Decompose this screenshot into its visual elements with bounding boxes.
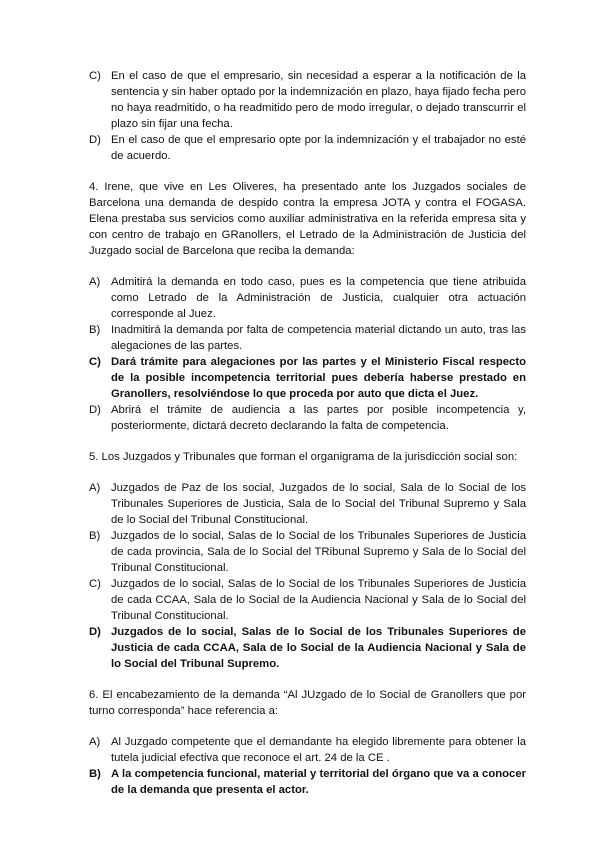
option-letter: C) (89, 70, 101, 82)
q5-stem: 5. Los Juzgados y Tribunales que forman el organigrama de la jurisdicción social son: (89, 451, 518, 463)
q5-option-b (89, 528, 526, 576)
option-text: Juzgados de lo social, Salas de lo Social de los Tribunales Superiores de Justicia de cada CCAA, Sala de lo Social de la Audiencia Nacional y Sala de lo Social del Tribunal Supremo. (111, 626, 526, 670)
q4-option-b (89, 322, 526, 354)
q6-option-b-correct (89, 766, 526, 798)
option-text: Dará trámite para alegaciones por las partes y el Ministerio Fiscal respecto de la posible incompetencia territorial pues debería haberse prestado en Granollers, resolviéndose lo que proceda por auto que dicta el Juez. (111, 356, 526, 400)
option-letter: C) (89, 578, 101, 590)
q5-option-d-correct (89, 624, 526, 672)
q3-option-d (89, 132, 526, 164)
document-page (89, 68, 526, 798)
option-text: A la competencia funcional, material y territorial del órgano que va a conocer de la demanda que presenta el actor. (111, 768, 526, 796)
option-text: Abrirá el trámite de audiencia a las partes por posible incompetencia y, posteriormente, dictará decreto declarando la falta de competencia. (111, 404, 526, 432)
option-text: En el caso de que el empresario opte por la indemnización y el trabajador no esté de acuerdo. (111, 134, 526, 162)
option-letter: D) (89, 134, 101, 146)
option-text: Inadmitirá la demanda por falta de competencia material dictando un auto, tras las alegaciones de las partes. (111, 324, 526, 352)
q6-stem: 6. El encabezamiento de la demanda “Al JUzgado de lo Social de Granollers que por turno corresponda” hace referencia a: (89, 689, 526, 717)
option-text: Juzgados de lo social, Salas de lo Social de los Tribunales Superiores de Justicia de cada provincia, Sala de lo Social del TRibunal Supremo y Sala de lo Social del Tribunal Constitucional. (111, 530, 526, 574)
option-letter: B) (89, 530, 101, 542)
option-letter: D) (89, 626, 101, 638)
option-text: Admitirá la demanda en todo caso, pues es la competencia que tiene atribuida como Letrado de la Administración de Justicia, cualquier otra actuación corresponde al Juez. (111, 276, 526, 320)
option-letter: B) (89, 324, 101, 336)
q6-option-a (89, 734, 526, 766)
option-text: Juzgados de lo social, Salas de lo Social de los Tribunales Superiores de Justicia de cada CCAA, Sala de lo Social de la Audiencia Nacional y Sala de lo Social del Tribunal Constitucional. (111, 578, 526, 622)
option-letter: A) (89, 276, 101, 288)
option-letter: A) (89, 482, 101, 494)
q4-stem: 4. Irene, que vive en Les Oliveres, ha presentado ante los Juzgados sociales de Barcelona una demanda de despido contra la empresa JOTA y contra el FOGASA. Elena prestaba sus servicios como auxiliar administrativa en la referida empresa sita y con centro de trabajo en GRanollers, el Letrado de la Administración de Justicia del Juzgado social de Barcelona que reciba la demanda: (89, 181, 526, 257)
option-letter: A) (89, 736, 101, 748)
option-text: Al Juzgado competente que el demandante ha elegido libremente para obtener la tutela judicial efectiva que reconoce el art. 24 de la CE . (111, 736, 526, 764)
q5-option-a (89, 480, 526, 528)
q5-option-c (89, 576, 526, 624)
q4-option-d (89, 402, 526, 434)
option-letter: B) (89, 768, 101, 780)
q4-option-c-correct (89, 354, 526, 402)
option-text: En el caso de que el empresario, sin necesidad a esperar a la notificación de la sentencia y sin haber optado por la indemnización en plazo, haya fijado fecha pero no haya readmitido, o ha readmitido pero de modo irregular, o dejado transcurrir el plazo sin fijar una fecha. (111, 70, 526, 130)
option-letter: D) (89, 404, 101, 416)
option-letter: C) (89, 356, 101, 368)
q3-option-c (89, 68, 526, 132)
q4-option-a (89, 274, 526, 322)
option-text: Juzgados de Paz de los social, Juzgados de lo social, Sala de lo Social de los Tribunales Superiores de Justicia, Sala de lo Social del Tribunal Supremo y Sala de lo Social del Tribunal Constitucional. (111, 482, 526, 526)
